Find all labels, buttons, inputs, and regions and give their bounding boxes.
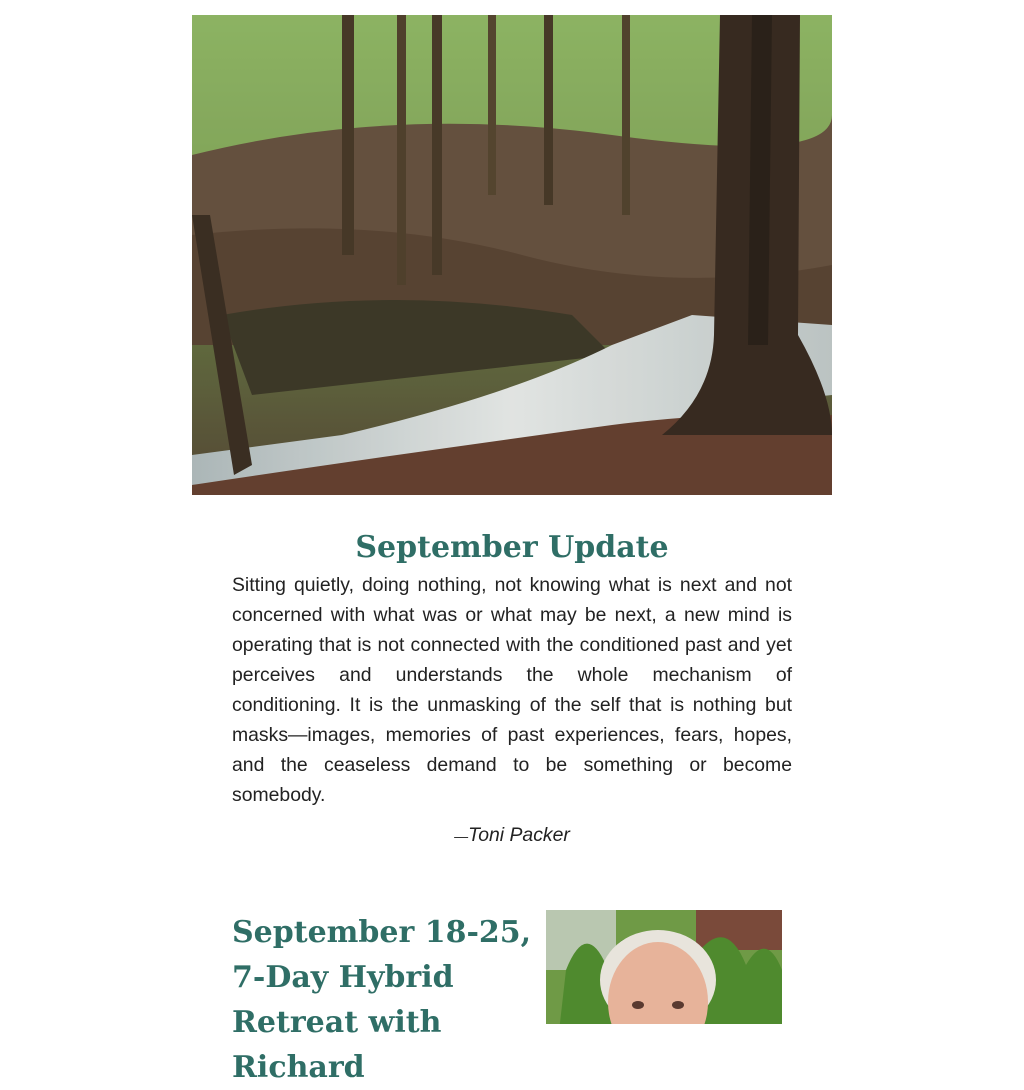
quote-attribution bbox=[232, 821, 792, 850]
event-portrait bbox=[546, 910, 782, 1024]
attribution-dash: — bbox=[454, 828, 469, 844]
hero-photo bbox=[192, 15, 832, 495]
update-quote: Sitting quietly, doing nothing, not knowing what is next and not concerned with what was or what may be next, a new mind is operating that is not connected with the conditioned past and yet perceives and understands the whole mechanism of conditioning. It is the unmasking of the self that is nothing but masks—images, memories of past experiences, fears, hopes, and the ceaseless demand to be something or become somebody. bbox=[232, 574, 792, 806]
teacher-portrait-photo bbox=[546, 910, 782, 1024]
forest-stream-photo bbox=[192, 15, 832, 495]
event-title[interactable]: September 18-25, 7-Day Hybrid Retreat with Richard bbox=[232, 915, 532, 1085]
attribution-name: Toni Packer bbox=[468, 824, 570, 846]
update-title: September Update bbox=[355, 530, 669, 565]
